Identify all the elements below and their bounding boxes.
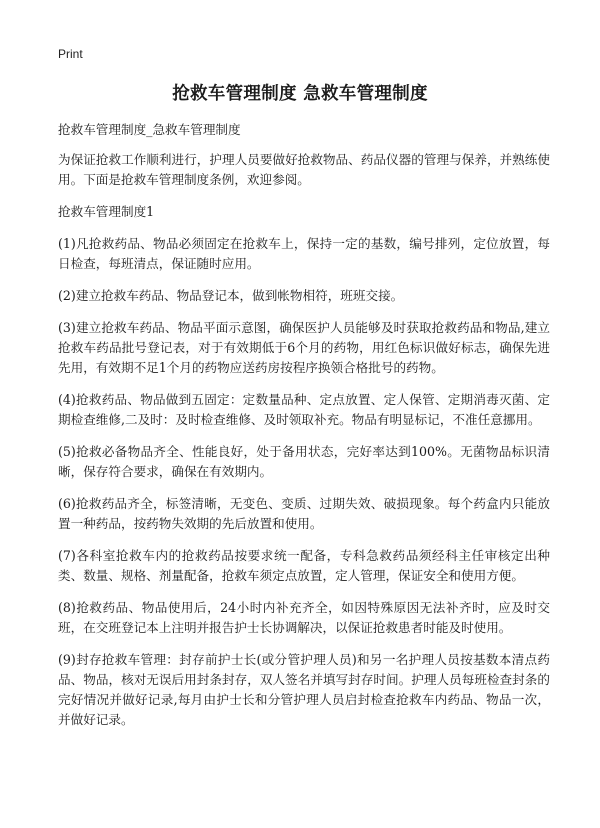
rule-item-9: (9)封存抢救车管理：封存前护士长(或分管护理人员)和另一名护理人员按基数本清点药品、物品，核对无误后用封条封存，双人签名并填写封存时间。护理人员每班检查封条的完好情况并做好记录,每月由护士长和分管护理人员启封检查抢救车内药品、物品一次，并做好记录。 [58, 652, 550, 727]
section-heading: 抢救车管理制度1 [58, 204, 155, 219]
rule-item-2: (2)建立抢救车药品、物品登记本，做到帐物相符，班班交接。 [58, 288, 404, 303]
rule-item-7: (7)各科室抢救车内的抢救药品按要求统一配备，专科急救药品须经科主任审核定出种类、数量、规格、剂量配备，抢救车须定点放置，定人管理，保证安全和使用方便。 [58, 548, 550, 583]
rule-item-8: (8)抢救药品、物品使用后，24小时内补充齐全，如因特殊原因无法补齐时，应及时交班，在交班登记本上注明并报告护士长协调解决，以保证抢救患者时能及时使用。 [58, 600, 550, 635]
document-body [58, 120, 550, 742]
rule-item-6: (6)抢救药品齐全，标签清晰，无变色、变质、过期失效、破损现象。每个药盒内只能放置一种药品，按药物失效期的先后放置和使用。 [58, 496, 550, 531]
rule-item-5: (5)抢救必备物品齐全、性能良好，处于备用状态，完好率达到100%。无菌物品标识清晰，保存符合要求，确保在有效期内。 [58, 444, 550, 479]
print-label: Print [58, 47, 83, 61]
page-title: 抢救车管理制度 急救车管理制度 [172, 84, 428, 104]
rule-item-4: (4)抢救药品、物品做到五固定：定数量品种、定点放置、定人保管、定期消毒灭菌、定期检查维修,二及时：及时检查维修、及时领取补充。物品有明显标记，不准任意挪用。 [58, 392, 550, 427]
rule-item-1: (1)凡抢救药品、物品必须固定在抢救车上，保持一定的基数，编号排列，定位放置，每日检查，每班清点，保证随时应用。 [58, 236, 550, 271]
intro-paragraph: 为保证抢救工作顺利进行，护理人员要做好抢救物品、药品仪器的管理与保养，并熟练使用。下面是抢救车管理制度条例，欢迎参阅。 [58, 152, 550, 187]
document-subtitle: 抢救车管理制度_急救车管理制度 [58, 122, 241, 137]
rule-item-3: (3)建立抢救车药品、物品平面示意图，确保医护人员能够及时获取抢救药品和物品,建立抢救车药品批号登记表，对于有效期低于6个月的药物，用红色标识做好标志，确保先进先用，有效期不足1个月的药物应送药房按程序换领合格批号的药物。 [58, 320, 550, 375]
